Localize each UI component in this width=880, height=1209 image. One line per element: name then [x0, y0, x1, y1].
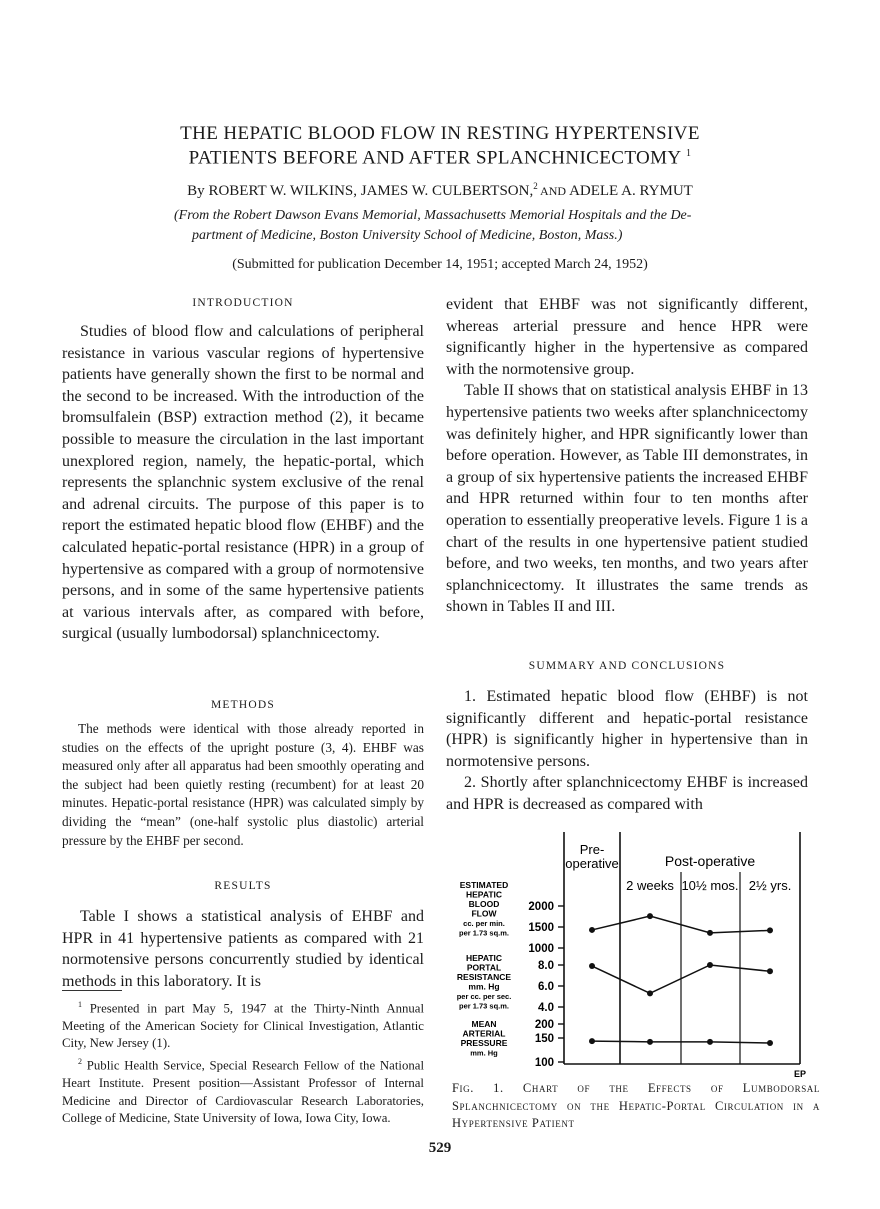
summary-heading: SUMMARY AND CONCLUSIONS [528, 660, 726, 672]
chart-data-point [767, 968, 773, 974]
chart-panel-label: PORTAL [466, 962, 502, 973]
chart-category-label: 2 weeks [626, 878, 674, 893]
chart-panel-label: HEPATIC [465, 889, 503, 900]
summary-item-2: 2. Shortly after splanchnicectomy EHBF is increased and HPR is decreased as compared with [446, 774, 808, 813]
chart-header-post: Post-operative [664, 853, 756, 869]
affiliation [174, 206, 734, 246]
footnote-1-mark: 1 [78, 1000, 82, 1009]
title-footnote-mark: 1 [685, 148, 692, 159]
chart-panel-label: mm. Hg [468, 981, 500, 992]
chart-panel-label: MEAN [471, 1019, 497, 1029]
authors-last: ADELE A. RYMUT [569, 183, 693, 199]
chart-panel-label: mm. Hg [470, 1048, 498, 1058]
chart-panel-label: RESISTANCE [456, 972, 512, 982]
chart-data-point [707, 930, 713, 936]
chart-data-point [647, 913, 653, 919]
results-paragraph-1a: Table I shows a statistical analysis of EHBF and HPR in 41 hypertensive patients as compared with 21 normotensive persons concurrently studied by identical methods in this laboratory. It is [62, 908, 424, 990]
chart-data-point [707, 1039, 713, 1045]
chart-data-point [647, 990, 653, 996]
footnote-1-text: Presented in part May 5, 1947 at the Thirty-Ninth Annual Meeting of the American Society for Clinical Investigation, Atlantic City, New Jersey (1). [62, 1001, 425, 1051]
chart-tick-label: 8.0 [538, 960, 554, 972]
chart-tick-label: 4.0 [538, 1002, 554, 1014]
authors-footnote-mark: 2 [533, 181, 538, 191]
chart-panel-label: per 1.73 sq.m. [458, 1001, 510, 1011]
chart-panel-label: BLOOD [468, 899, 500, 909]
authors-names: ROBERT W. WILKINS, JAMES W. CULBERTSON, [208, 183, 534, 199]
authors-and: AND [537, 184, 570, 198]
chart-header-pre: Pre- [579, 842, 605, 857]
chart-data-point [589, 963, 595, 969]
title-line-1: THE HEPATIC BLOOD FLOW IN RESTING HYPERTENSIVE [180, 123, 700, 144]
chart-tick-label: 150 [534, 1033, 554, 1045]
chart-panel-label: ESTIMATED [459, 880, 509, 890]
summary-item-1: 1. Estimated hepatic blood flow (EHBF) is not significantly different and hepatic-portal resistance (HPR) is significantly higher in hypertensive than in normotensive persons. [446, 688, 808, 770]
chart-header-pre-2: operative [565, 856, 619, 871]
footnote-rule [62, 990, 122, 991]
chart-panel-label: ARTERIAL [462, 1028, 506, 1039]
results-paragraph-2: Table II shows that on statistical analysis EHBF in 13 hypertensive patients two weeks after splanchnicectomy was definitely higher, and HPR significantly lower than before operation. However, as Table III demonstrates, in a group of six hypertensive patients the increased EHBF and HPR returned within four to ten months after operation to essentially preoperative levels. Figure 1 is a chart of the results in one hypertensive patient studied before, and two weeks, ten months, and two years after splanchnicectomy. It illustrates the same trends as shown in Tables II and III. [446, 382, 808, 616]
chart-tick-label: 6.0 [538, 981, 554, 993]
chart-tick-label: 1000 [528, 943, 554, 955]
results-body-left [62, 906, 424, 992]
footnote-2 [62, 1053, 424, 1128]
hepatic-circulation-chart [440, 828, 820, 1079]
chart-tick-label: 100 [534, 1057, 554, 1069]
affiliation-line-1: (From the Robert Dawson Evans Memorial, Massachusetts Memorial Hospitals and the De- [174, 208, 692, 223]
chart-tick-label: 200 [534, 1019, 554, 1031]
introduction-paragraph: Studies of blood flow and calculations of peripheral resistance in various vascular regions of hypertensive patients have generally shown the first to be normal and the second to be increased. With the introduction of the bromsulfalein (BSP) extraction method (2), it became possible to measure the circulation in the last important unexplored region, namely, the hepatic-portal, which represents the splanchnic system exclusive of the renal and adrenal circuits. The purpose of this paper is to report the estimated hepatic blood flow (EHBF) and the calculated hepatic-portal resistance (HPR) in a group of hypertensive as compared with a group of normotensive persons, and in some of the same hypertensive patients at various intervals after, as compared with before, surgical (usually lumbodorsal) splanchnicectomy. [62, 323, 424, 643]
summary-body [446, 686, 808, 816]
page-number: 529 [428, 1140, 452, 1156]
figure-1 [440, 828, 820, 1079]
chart-data-point [767, 1040, 773, 1046]
footnotes [62, 996, 424, 1128]
methods-paragraph: The methods were identical with those already reported in studies on the effects of the upright posture (3, 4). EHBF was measured only after all apparatus had been smoothly operating and the subject had been quietly resting (recumbent) for at least 20 minutes. Hepatic-portal resistance (HPR) was calculated simply by dividing the “mean” (one-half systolic plus diastolic) arterial pressure by the EHBF per second. [62, 721, 424, 848]
chart-footer-label: EP [793, 1069, 806, 1079]
chart-data-point [707, 962, 713, 968]
footnote-1 [62, 996, 424, 1053]
submission-dates: (Submitted for publication December 14, 1951; accepted March 24, 1952) [232, 257, 648, 272]
chart-data-point [767, 927, 773, 933]
chart-data-point [589, 927, 595, 933]
title-line-2-text: PATIENTS BEFORE AND AFTER SPLANCHNICECTOMY [188, 147, 681, 169]
methods-body [62, 720, 424, 850]
chart-tick-label: 1500 [528, 922, 554, 934]
chart-category-label: 10½ mos. [681, 878, 739, 893]
chart-panel-label: FLOW [471, 908, 497, 919]
footnote-2-mark: 2 [78, 1057, 82, 1067]
authors-by: By [187, 183, 205, 199]
footnote-2-text: Public Health Service, Special Research Fellow of the National Heart Institute. Present position—Assistant Professor of Internal Medicine and Director of Cardiovascular Research Laboratories, College of Medicine, State University of Iowa, Iowa City, Iowa. [62, 1058, 424, 1126]
chart-panel-label: per 1.73 sq.m. [458, 928, 510, 938]
methods-heading: METHODS [211, 699, 275, 711]
chart-panel-label: HEPATIC [465, 953, 503, 963]
figure-caption: Fig. 1. Chart of the Effects of Lumbodorsal Splanchnicectomy on the Hepatic-Portal Circulation in a Hypertensive Patient [452, 1081, 820, 1130]
article-title [100, 124, 780, 168]
chart-data-point [589, 1038, 595, 1044]
chart-tick-label: 2000 [528, 901, 554, 913]
chart-category-label: 2½ yrs. [748, 878, 792, 893]
results-heading: RESULTS [214, 880, 272, 892]
author-line [100, 176, 780, 201]
title-line-2 [100, 144, 780, 168]
chart-panel-label: cc. per min. [463, 919, 505, 928]
affiliation-line-2: partment of Medicine, Boston University School of Medicine, Boston, Mass.) [192, 228, 623, 243]
results-body-right [446, 294, 808, 618]
results-paragraph-1b: evident that EHBF was not significantly different, whereas arterial pressure and hence HPR were significantly higher in the hypertensive as compared with the normotensive group. [446, 296, 808, 378]
chart-data-point [647, 1039, 653, 1045]
chart-panel-label: per cc. per sec. [456, 992, 512, 1001]
chart-panel-label: PRESSURE [460, 1038, 508, 1048]
introduction-heading: INTRODUCTION [192, 297, 294, 309]
introduction-body [62, 321, 424, 645]
